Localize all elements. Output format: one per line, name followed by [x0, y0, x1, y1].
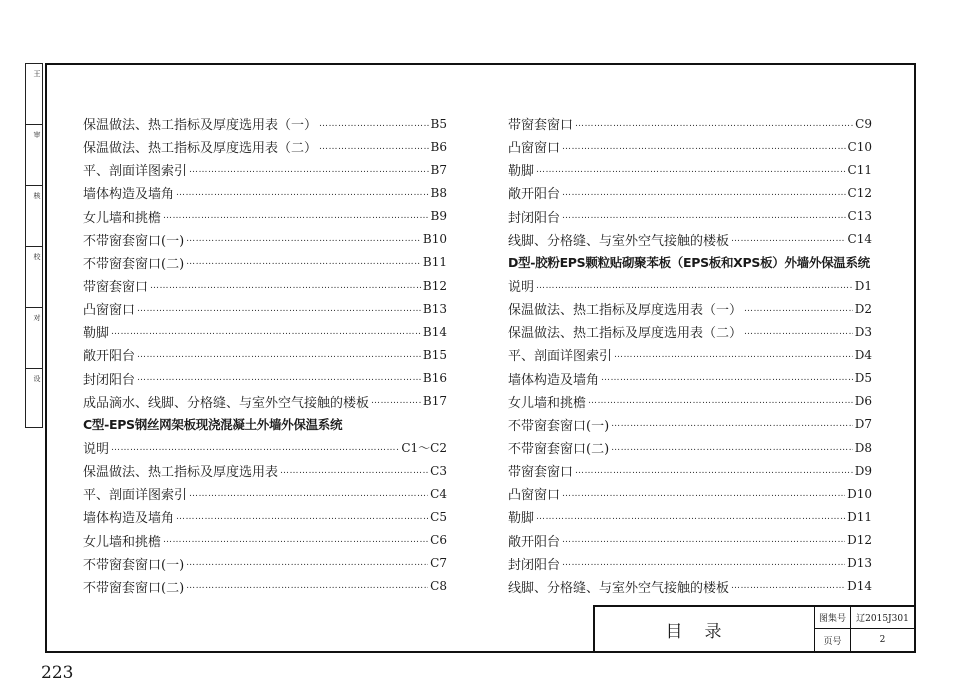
title-block-title: 目录 — [595, 607, 815, 651]
toc-entry — [508, 158, 872, 181]
toc-entry-page: C14 — [847, 232, 872, 247]
dot-leader — [536, 165, 846, 175]
toc-entry — [508, 367, 872, 390]
toc-entry — [83, 529, 447, 552]
toc-entry-label: C型-EPS钢丝网架板现浇混凝土外墙外保温系统 — [83, 417, 343, 433]
toc-entry-label: 凸窗窗口 — [83, 303, 136, 319]
toc-entry-page: D6 — [854, 394, 872, 409]
toc-entry-page: B6 — [430, 139, 447, 154]
toc-entry-page: D12 — [847, 533, 872, 548]
toc-entry — [83, 228, 447, 251]
signature-label: 对 — [33, 314, 41, 323]
toc-entry-page: B7 — [430, 162, 447, 177]
toc-entry-label: 封闭阳台 — [83, 372, 136, 388]
atlas-number-value: 辽2015J301 — [851, 607, 914, 629]
toc-entry-label: 勒脚 — [508, 164, 535, 180]
dot-leader — [186, 257, 421, 267]
dot-leader — [186, 581, 428, 591]
toc-entry-page: B14 — [422, 324, 447, 339]
toc-entry-page: D9 — [854, 463, 872, 478]
dot-leader — [731, 234, 846, 244]
toc-entry — [508, 181, 872, 204]
title-block — [593, 605, 914, 651]
toc-entry-label: 保温做法、热工指标及厚度选用表（二） — [83, 141, 318, 157]
toc-entry — [83, 390, 447, 413]
toc-entry-label: 平、剖面详图索引 — [83, 488, 188, 504]
dot-leader — [111, 443, 399, 453]
toc-entry — [508, 320, 872, 343]
toc-entry-page: D4 — [854, 347, 872, 362]
toc-entry — [508, 552, 872, 575]
toc-entry-label: 不带窗套窗口(一) — [83, 233, 185, 249]
toc-entry-page: B5 — [430, 116, 447, 131]
toc-entry-label: 封闭阳台 — [508, 557, 561, 573]
dot-leader — [186, 234, 421, 244]
toc-entry-page: B10 — [422, 232, 447, 247]
toc-entry — [508, 205, 872, 228]
toc-entry — [508, 413, 872, 436]
toc-entry-page: D1 — [854, 278, 872, 293]
toc-entry-label: 墙体构造及墙角 — [508, 372, 600, 388]
dot-leader — [137, 350, 421, 360]
toc-entry — [508, 112, 872, 135]
dot-leader — [137, 304, 421, 314]
toc-entry-page: D11 — [847, 509, 872, 524]
toc-entry — [83, 459, 447, 482]
toc-entry-label: 墙体构造及墙角 — [83, 511, 175, 527]
dot-leader — [562, 535, 845, 545]
dot-leader — [611, 419, 853, 429]
toc-entry — [83, 575, 447, 598]
toc-column-right — [508, 112, 872, 598]
toc-entry-label: 敞开阳台 — [508, 534, 561, 550]
toc-entry — [83, 320, 447, 343]
toc-entry-label: 保温做法、热工指标及厚度选用表 — [83, 465, 279, 481]
toc-entry — [508, 436, 872, 459]
toc-entry-page: B8 — [430, 185, 447, 200]
toc-entry-label: 保温做法、热工指标及厚度选用表（一） — [508, 303, 743, 319]
toc-entry — [83, 552, 447, 575]
toc-entry-label: 女儿墙和挑檐 — [83, 210, 162, 226]
page-number-value: 2 — [879, 635, 886, 645]
dot-leader — [562, 188, 846, 198]
dot-leader — [601, 373, 853, 383]
toc-entry-page: C8 — [430, 579, 447, 594]
dot-leader — [150, 281, 421, 291]
toc-entry — [508, 459, 872, 482]
toc-entry-label: D型-胶粉EPS颗粒贴砌聚苯板（EPS板和XPS板）外墙外保温系统 — [508, 255, 870, 271]
toc-entry — [83, 135, 447, 158]
signature-cell — [26, 308, 42, 369]
toc-entry-label: 带窗套窗口 — [508, 465, 574, 481]
toc-entry-page: D3 — [854, 324, 872, 339]
dot-leader — [562, 142, 846, 152]
dot-leader — [575, 466, 853, 476]
toc-entry-label: 带窗套窗口 — [508, 118, 574, 134]
toc-entry-label: 保温做法、热工指标及厚度选用表（二） — [508, 326, 743, 342]
dot-leader — [280, 466, 428, 476]
toc-entry — [83, 112, 447, 135]
toc-entry — [83, 436, 447, 459]
toc-entry-label: 保温做法、热工指标及厚度选用表（一） — [83, 118, 318, 134]
toc-entry-page: C7 — [430, 556, 447, 571]
toc-entry-page: B13 — [422, 301, 447, 316]
toc-entry-page: C5 — [430, 509, 447, 524]
toc-entry-label: 带窗套窗口 — [83, 280, 149, 296]
toc-entry-page: D10 — [847, 486, 872, 501]
dot-leader — [611, 443, 853, 453]
toc-entry — [83, 505, 447, 528]
toc-entry — [508, 390, 872, 413]
toc-entry — [508, 274, 872, 297]
toc-entry-page: D13 — [847, 556, 872, 571]
toc-entry-page: C6 — [430, 533, 447, 548]
dot-leader — [137, 373, 421, 383]
toc-entry — [508, 297, 872, 320]
toc-entry-page: C12 — [847, 185, 872, 200]
dot-leader — [562, 489, 845, 499]
dot-leader — [186, 558, 428, 568]
toc-entry — [83, 343, 447, 366]
dot-leader — [319, 142, 429, 152]
toc-entry — [83, 367, 447, 390]
toc-column-left — [83, 112, 447, 598]
toc-entry-label: 墙体构造及墙角 — [83, 187, 175, 203]
signature-label: 设 — [33, 375, 41, 384]
dot-leader — [731, 581, 845, 591]
toc-entry — [508, 343, 872, 366]
toc-entry-label: 敞开阳台 — [508, 187, 561, 203]
toc-entry-label: 凸窗窗口 — [508, 488, 561, 504]
toc-entry-page: D7 — [854, 417, 872, 432]
dot-leader — [189, 165, 429, 175]
dot-leader — [588, 396, 853, 406]
signature-strip — [25, 63, 43, 428]
toc-entry-label: 女儿墙和挑檐 — [508, 395, 587, 411]
toc-entry — [83, 297, 447, 320]
toc-entry-page: C10 — [847, 139, 872, 154]
toc-entry-page: B16 — [422, 371, 447, 386]
toc-entry — [508, 575, 872, 598]
signature-label: 核 — [33, 192, 41, 201]
dot-leader — [111, 327, 421, 337]
page-number-label: 页号 — [815, 629, 851, 651]
dot-leader — [562, 211, 846, 221]
toc-entry-label: 成品滴水、线脚、分格缝、与室外空气接触的楼板 — [83, 395, 370, 411]
toc-entry-label: 说明 — [83, 442, 110, 458]
dot-leader — [371, 396, 421, 406]
toc-section-heading — [508, 251, 872, 274]
dot-leader — [176, 188, 429, 198]
toc-entry-label: 封闭阳台 — [508, 210, 561, 226]
dot-leader — [189, 489, 428, 499]
toc-entry-label: 敞开阳台 — [83, 349, 136, 365]
toc-entry-page: B17 — [422, 394, 447, 409]
signature-label: 审 — [33, 131, 41, 140]
toc-entry-page: C4 — [430, 486, 447, 501]
dot-leader — [575, 119, 853, 129]
dot-leader — [163, 535, 428, 545]
toc-entry — [508, 482, 872, 505]
toc-entry — [508, 529, 872, 552]
toc-entry — [83, 205, 447, 228]
toc-entry-label: 说明 — [508, 280, 535, 296]
dot-leader — [319, 119, 429, 129]
toc-entry-label: 平、剖面详图索引 — [83, 164, 188, 180]
signature-label: 王 — [33, 70, 41, 79]
toc-entry-label: 线脚、分格缝、与室外空气接触的楼板 — [508, 580, 730, 596]
toc-section-heading — [83, 413, 447, 436]
toc-entry-page: C3 — [430, 463, 447, 478]
toc-entry-page: C9 — [855, 116, 872, 131]
toc-entry-label: 不带窗套窗口(二) — [83, 580, 185, 596]
toc-entry-label: 不带窗套窗口(二) — [508, 442, 610, 458]
toc-entry — [508, 228, 872, 251]
dot-leader — [614, 350, 853, 360]
signature-cell — [26, 64, 42, 125]
signature-cell — [26, 186, 42, 247]
toc-entry-label: 女儿墙和挑檐 — [83, 534, 162, 550]
toc-entry-label: 不带窗套窗口(一) — [508, 418, 610, 434]
toc-entry — [83, 274, 447, 297]
toc-entry — [508, 505, 872, 528]
toc-entry — [83, 251, 447, 274]
toc-entry-label: 勒脚 — [508, 511, 535, 527]
dot-leader — [536, 512, 845, 522]
dot-leader — [163, 211, 429, 221]
toc-entry-page: D5 — [854, 371, 872, 386]
dot-leader — [176, 512, 428, 522]
toc-entry — [508, 135, 872, 158]
dot-leader — [536, 281, 853, 291]
toc-entry — [83, 181, 447, 204]
toc-entry-page: B9 — [430, 209, 447, 224]
toc-entry-page: C11 — [847, 162, 872, 177]
toc-entry-page: B12 — [422, 278, 447, 293]
toc-entry-page: B11 — [422, 255, 447, 270]
toc-entry-page: B15 — [422, 347, 447, 362]
toc-entry-page: D2 — [854, 301, 872, 316]
toc-entry-page: C13 — [847, 209, 872, 224]
toc-entry-page: C1～C2 — [401, 441, 447, 456]
signature-cell — [26, 369, 42, 430]
toc-entry-label: 不带窗套窗口(二) — [83, 256, 185, 272]
toc-entry-label: 不带窗套窗口(一) — [83, 557, 185, 573]
atlas-number-label: 图集号 — [815, 607, 851, 629]
toc-entry-page: D14 — [847, 579, 872, 594]
toc-entry-label: 凸窗窗口 — [508, 141, 561, 157]
dot-leader — [744, 327, 853, 337]
signature-label: 校 — [33, 253, 41, 262]
toc-entry-label: 勒脚 — [83, 326, 110, 342]
dot-leader — [744, 304, 853, 314]
toc-entry — [83, 158, 447, 181]
toc-entry-label: 平、剖面详图索引 — [508, 349, 613, 365]
dot-leader — [562, 558, 845, 568]
toc-entry — [83, 482, 447, 505]
signature-cell — [26, 125, 42, 186]
toc-entry-label: 线脚、分格缝、与室外空气接触的楼板 — [508, 233, 730, 249]
toc-entry-page: D8 — [854, 440, 872, 455]
sheet-number: 223 — [41, 663, 74, 683]
signature-cell — [26, 247, 42, 308]
